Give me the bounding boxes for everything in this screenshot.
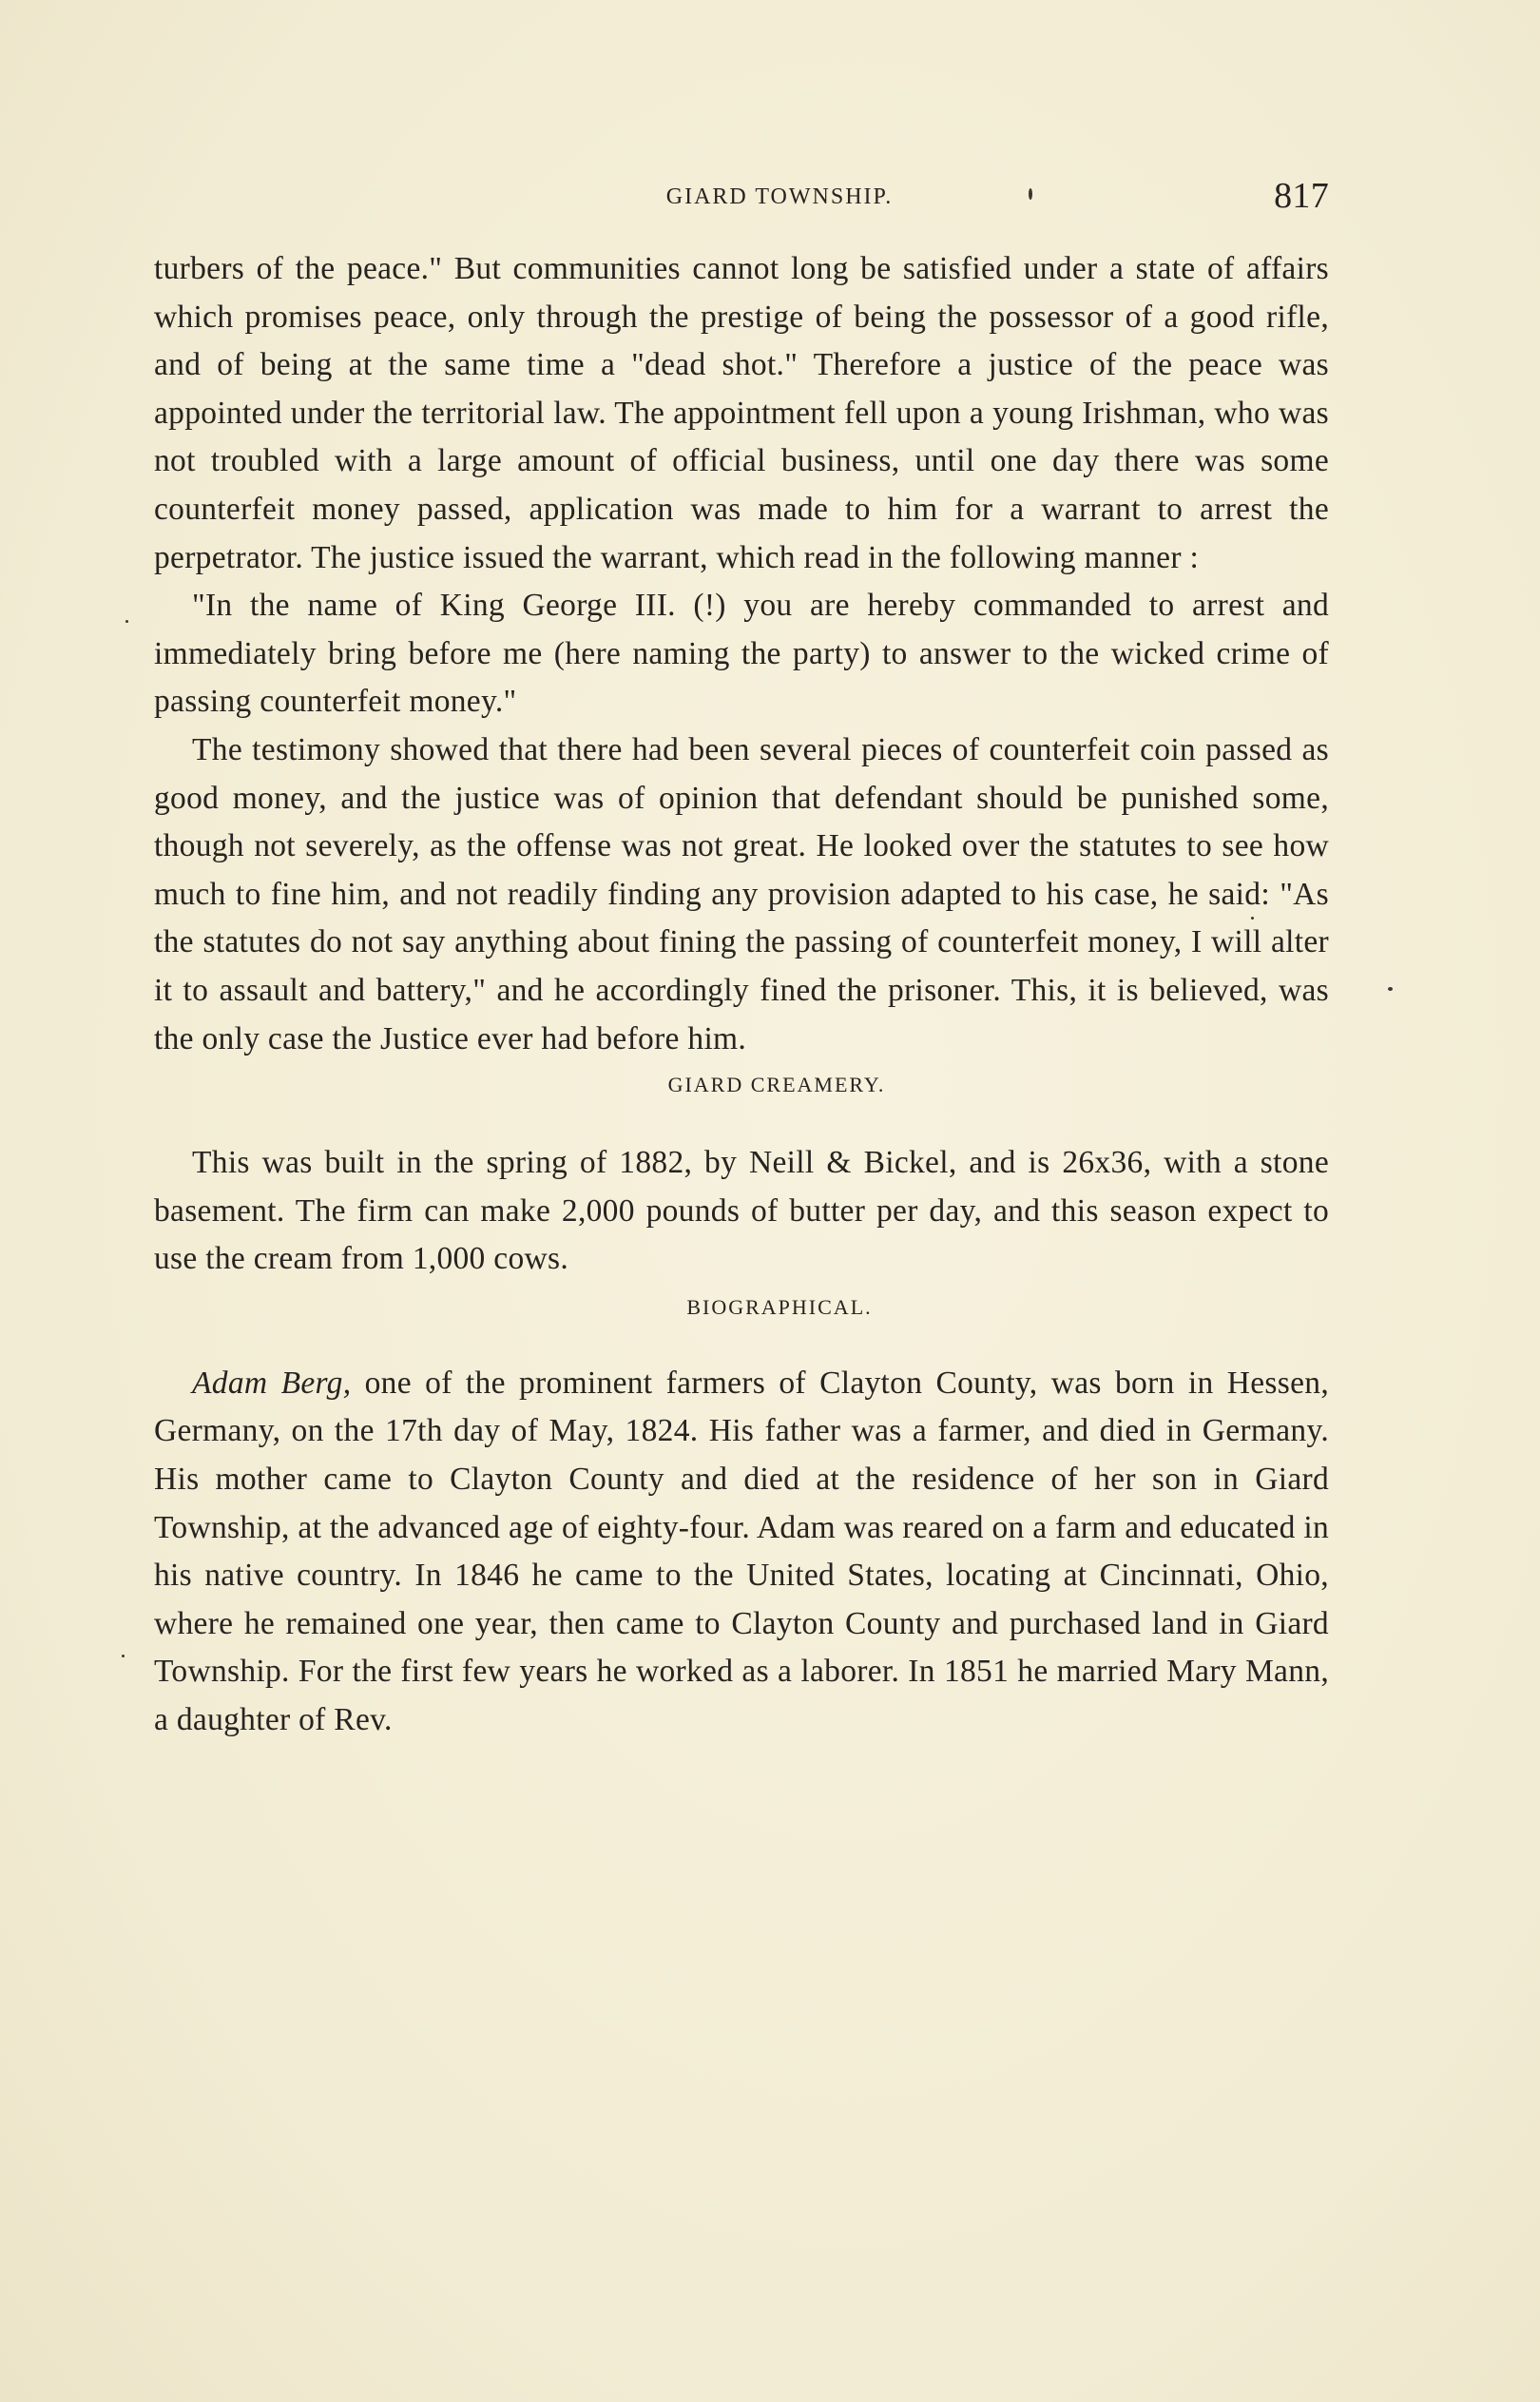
paragraph-biography bbox=[154, 1360, 1329, 1745]
biography-text: one of the prominent farmers of Clayton County, was born in Hessen, Germany, on the 17th day of May, 1824. His father was a farmer, and died in Germany. His mother came to Clayton County and died at the residence of her son in Giard Township, at the advanced age of eighty-four. Adam was reared on a farm and educated in his native country. In 1846 he came to the United States, locating at Cincinnati, Ohio, where he remained one year, then came to Clayton County and purchased land in Giard Township. For the first few years he worked as a laborer. In 1851 he married Mary Mann, a daughter of Rev. bbox=[154, 1365, 1329, 1738]
paragraph-testimony: The testimony showed that there had been several pieces of counterfeit coin passed as good money, and the justice was of opinion that defendant should be punished some, though not severely, as the offense was not great. He looked over the statutes to see how much to fine him, and not readily finding any provision adapted to his case, he said: "As the statutes do not say anything about fining the passing of counterfeit money, I will alter it to assault and battery," and he accordingly fined the prisoner. This, it is believed, was the only case the Justice ever had before him. bbox=[154, 731, 1329, 1056]
section-heading-creamery: GIARD CREAMERY. bbox=[667, 1073, 886, 1097]
biography-name: Adam Berg, bbox=[192, 1365, 352, 1401]
running-head: GIARD TOWNSHIP. bbox=[665, 184, 894, 209]
paragraph-justice-intro: turbers of the peace." But communities cannot long be satisfied under a state of affairs which promises peace, only through the prestige of being the possessor of a good rifle, and of being at the same time a "dead shot." Therefore a justice of the peace was appointed under the territorial law. The appointment fell upon a young Irishman, who was not troubled with a large amount of official business, until one day there was some counterfeit money passed, application was made to him for a warrant to arrest the perpetrator. The justice issued the warrant, which read in the following manner : bbox=[154, 251, 1329, 575]
paragraph-warrant-quote: "In the name of King George III. (!) you are hereby commanded to arrest and immediately bring before me (here naming the party) to answer to the wicked crime of passing counterfeit money." bbox=[154, 588, 1329, 720]
section-heading-biographical: BIOGRAPHICAL. bbox=[686, 1294, 873, 1319]
page-header bbox=[154, 169, 1329, 226]
page-number: 817 bbox=[1274, 176, 1329, 216]
paragraph-creamery: This was built in the spring of 1882, by Neill & Bickel, and is 26x36, with a stone basement. The firm can make 2,000 pounds of butter per day, and this season expect to use the cream from 1,000 cows. bbox=[154, 1145, 1329, 1277]
page-text bbox=[154, 169, 1329, 1745]
